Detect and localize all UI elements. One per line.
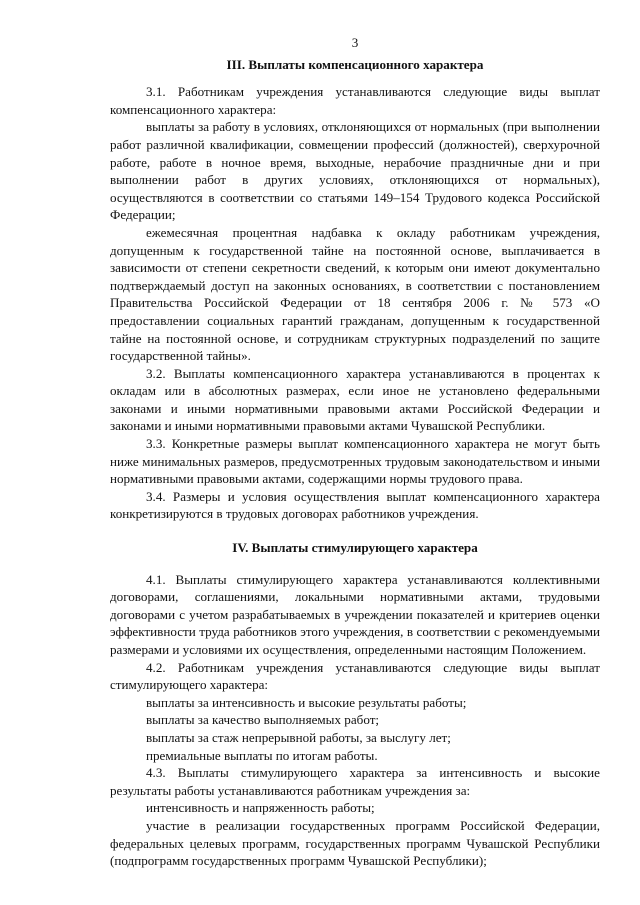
paragraph: 3.1. Работникам учреждения устанавливаются следующие виды выплат компенсационного характера: [110, 84, 600, 117]
paragraph: ежемесячная процентная надбавка к окладу работникам учреждения, допущенным к государственной тайне на постоянной основе, выплачивается в зависимости от степени секретности сведений, к которым они имеют документально подтверждаемый доступ на законных основаниях, в соответствии с постановлением Правительства Российской Федерации от 18 сентября 2006 г. № 573 «О предоставлении социальных гарантий гражданам, допущенным к государственной тайне на постоянной основе, и сотрудникам структурных подразделений по защите государственной тайны». [110, 224, 600, 364]
paragraph: 4.1. Выплаты стимулирующего характера устанавливаются коллективными договорами, соглашениями, локальными нормативными актами, трудовыми договорами с учетом разрабатываемых в учреждении показателей и критериев оценки эффективности труда работников этого учреждения, в соответствии с рекомендуемыми размерами и условиями их осуществления, определенными настоящим Положением. [110, 571, 600, 657]
section-3-title: III. Выплаты компенсационного характера [226, 56, 484, 72]
paragraph: интенсивность и напряженность работы; [146, 800, 375, 816]
section-4-title: IV. Выплаты стимулирующего характера [232, 540, 478, 556]
paragraph: выплаты за работу в условиях, отклоняющихся от нормальных (при выполнении работ различной квалификации, совмещении профессий (должностей), сверхурочной работе, работе в ночное время, выходные, нерабочие праздничные дни и при выполнении работ в других условиях, отклоняющихся от нормальных), осуществляются в соответствии со статьями 149–154 Трудового кодекса Российской Федерации; [110, 119, 600, 223]
paragraph: 4.2. Работникам учреждения устанавливаются следующие виды выплат стимулирующего характера: [110, 659, 600, 693]
paragraph: 4.3. Выплаты стимулирующего характера за интенсивность и высокие результаты работы устанавливаются работникам учреждения за: [110, 765, 600, 798]
paragraph: выплаты за качество выполняемых работ; [146, 712, 380, 728]
paragraph: 3.4. Размеры и условия осуществления выплат компенсационного характера конкретизируются в трудовых договорах работников учреждения. [110, 488, 600, 522]
section-4-body [110, 571, 600, 870]
paragraph: 3.2. Выплаты компенсационного характера устанавливаются в процентах к окладам или в абсолютных размерах, если иное не установлено федеральными законами и иными нормативными правовыми актами Российской Федерации и законами и иными нормативными правовыми актами Чувашской Республики. [110, 365, 600, 434]
paragraph: выплаты за стаж непрерывной работы, за выслугу лет; [146, 729, 451, 745]
section-3-body [110, 83, 600, 523]
paragraph: 3.3. Конкретные размеры выплат компенсационного характера не могут быть ниже минимальных размеров, предусмотренных трудовым законодательством и иными нормативными правовыми актами, содержащими нормы трудового права. [110, 436, 600, 487]
paragraph: премиальные выплаты по итогам работы. [146, 747, 378, 763]
page-number: 3 [351, 35, 359, 50]
paragraph: участие в реализации государственных программ Российской Федерации, федеральных целевых программ, государственных программ Чувашской Республики (подпрограмм государственных программ Чувашской Республики); [110, 817, 600, 869]
paragraph: выплаты за интенсивность и высокие результаты работы; [146, 694, 467, 710]
